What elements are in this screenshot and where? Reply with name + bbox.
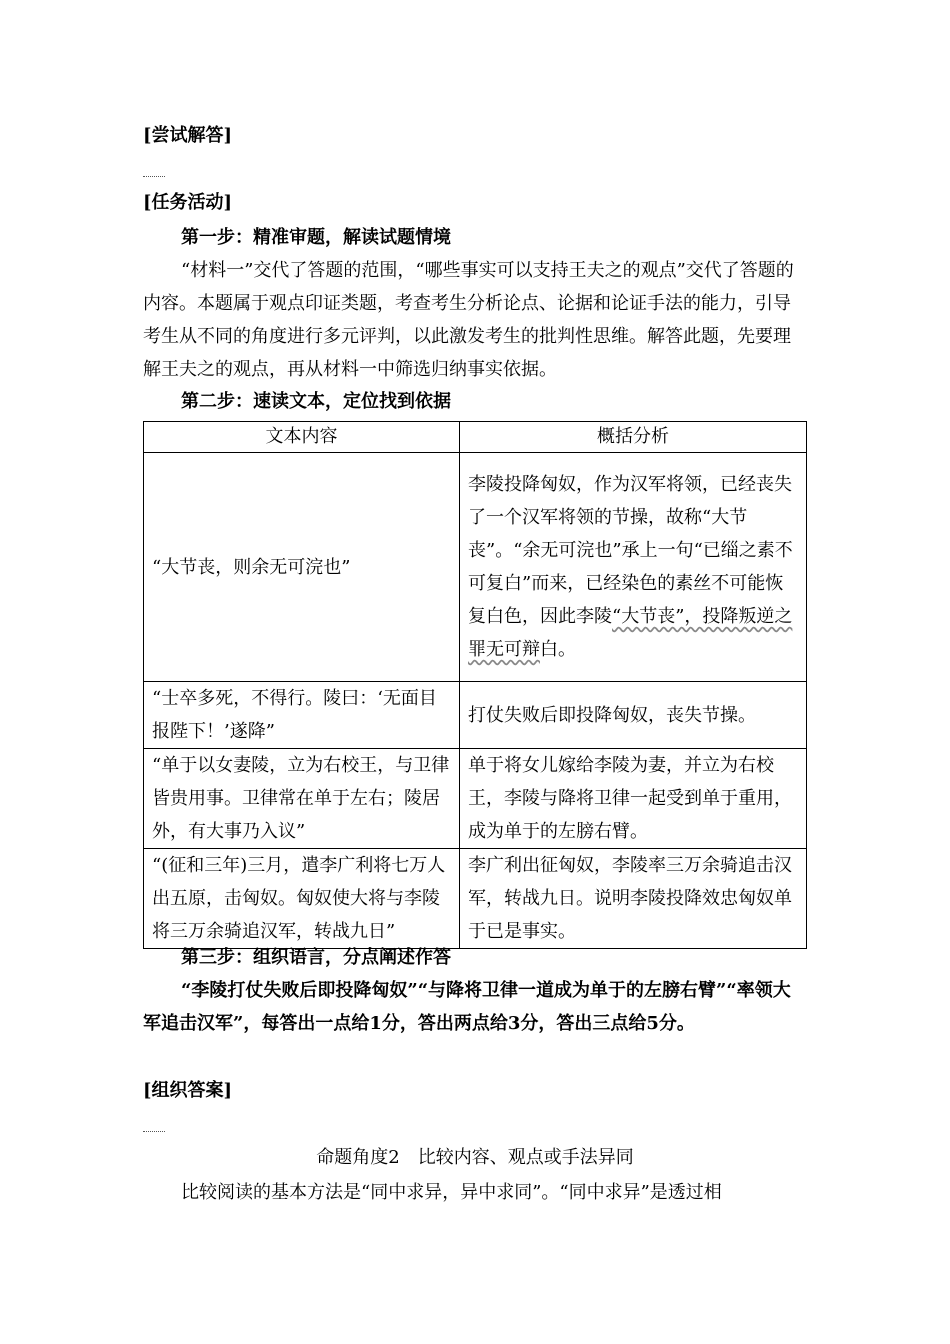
table-row [144,682,807,749]
row-analysis: 打仗失败后即投降匈奴，丧失节操。 [460,682,807,749]
table-row [144,749,807,849]
task-heading: [任务活动] [143,192,233,213]
angle-title: 命题角度2 比较内容、观点或手法异同 [316,1147,634,1168]
angle-body: 比较阅读的基本方法是“同中求异，异中求同”。“同中求异”是透过相 [181,1182,722,1203]
table-row [144,453,807,682]
wavy-underlined-text: “大节丧”，投降叛逆之罪无可辩 [468,606,793,660]
row-text: “(征和三年)三月，遣李广利将七万人出五原，击匈奴。匈奴使大将与李陵将三万余骑追汉军，转战九日” [144,849,460,949]
row-analysis: 李广利出征匈奴，李陵率三万余骑追击汉军，转战九日。说明李陵投降效忠匈奴单于已是事实。 [460,849,807,949]
table-header-row [144,422,807,453]
row-text: “士卒多死，不得行。陵曰：‘无面目报陛下！’遂降” [144,682,460,749]
row-text: “单于以女妻陵，立为右校王，与卫律皆贵用事。卫律常在单于左右；陵居外，有大事乃入议” [144,749,460,849]
answer-blank-dots [143,1131,165,1132]
row-text: “大节丧，则余无可浣也” [144,453,460,682]
table-row [144,849,807,949]
organize-heading: [组织答案] [143,1080,233,1101]
attempt-heading: [尝试解答] [143,125,233,146]
analysis-part: 白。 [540,639,576,660]
header-text-content: 文本内容 [144,422,460,453]
analysis-table [143,421,807,949]
step2-title: 第二步：速读文本，定位找到依据 [181,391,451,412]
row-analysis: 单于将女儿嫁给李陵为妻，并立为右校王，李陵与降将卫律一起受到单于重用，成为单于的左膀右臂。 [460,749,807,849]
step3-title: 第三步：组织语言，分点阐述作答 [181,947,451,968]
analysis-part: 李陵投降匈奴，作为汉军将领，已经丧失了一个汉军将领的节操，故称“大节丧”。“余无可浣也”承上一句“已缁之素不可复白”而来，已经染色的素丝不可能恢复白色，因此李陵 [468,474,793,627]
step1-body: “材料一”交代了答题的范围，“哪些事实可以支持王夫之的观点”交代了答题的内容。本题属于观点印证类题，考查考生分析论点、论据和论证手法的能力，引导考生从不同的角度进行多元评判，以此激发考生的批判性思维。解答此题，先要理解王夫之的观点，再从材料一中筛选归纳事实依据。 [143,260,794,380]
row-analysis [460,453,807,682]
step3-body: “李陵打仗失败后即投降匈奴”“与降将卫律一道成为单于的左膀右臂”“率领大军追击汉军”，每答出一点给1分，答出两点给3分，答出三点给5分。 [143,980,791,1034]
step1-title: 第一步：精准审题，解读试题情境 [181,227,451,248]
header-analysis: 概括分析 [460,422,807,453]
answer-blank-dots [143,176,165,177]
